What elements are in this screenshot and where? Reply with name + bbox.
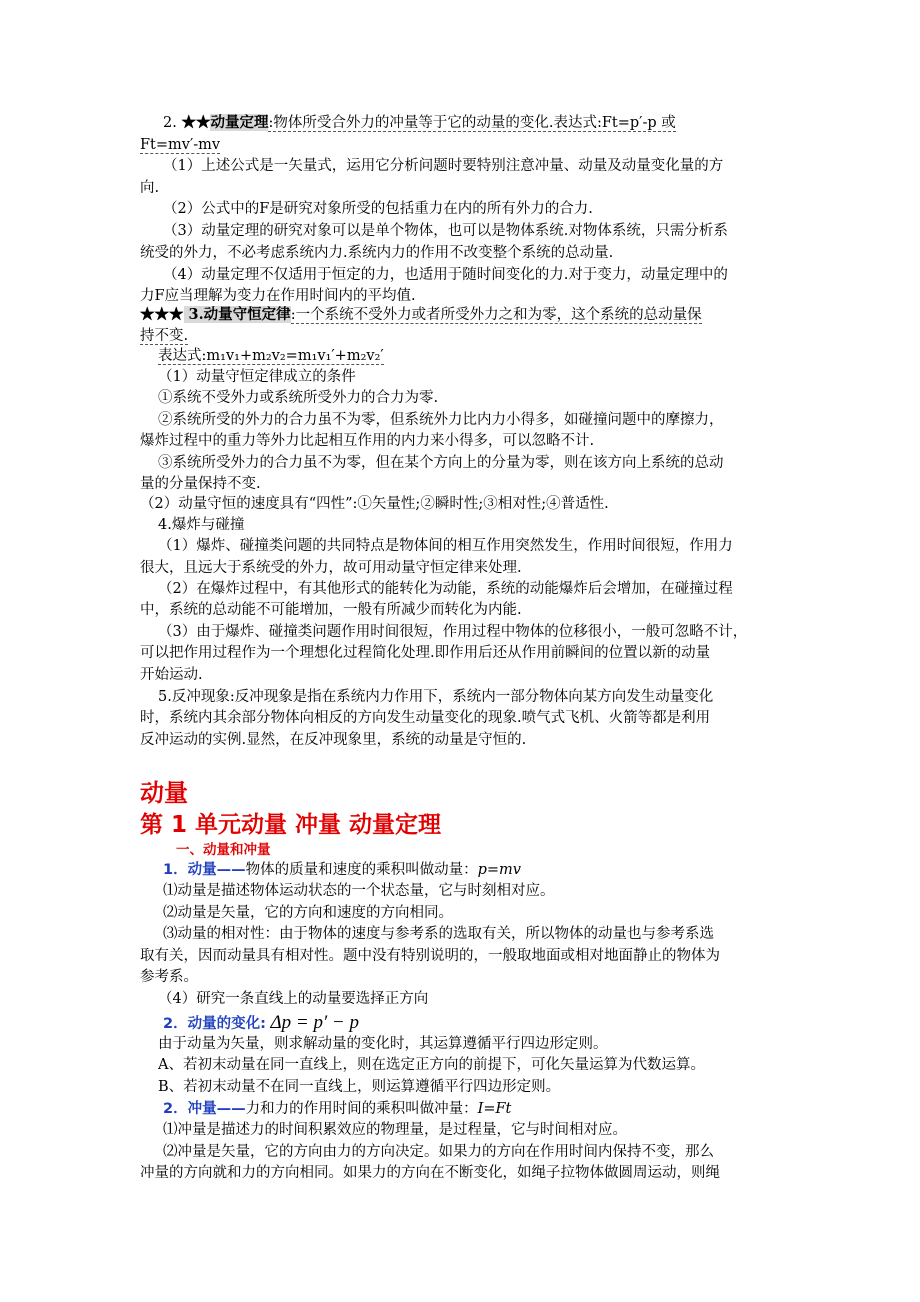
momentum-item: ⑵动量是矢量，它的方向和速度的方向相同。 — [163, 905, 453, 921]
momentum-item: 参考系。 — [140, 969, 198, 985]
momentum-change-label: 2．动量的变化: — [163, 1016, 266, 1032]
section3-definition-end: 持不变. — [140, 328, 189, 344]
section2-item: （2）公式中的F是研究对象所受的包括重力在内的所有外力的合力. — [163, 201, 593, 217]
section3-item: （2）动量守恒的速度具有“四性”:①矢量性;②瞬时性;③相对性;④普适性. — [140, 496, 609, 512]
section2-definition: :物体所受合外力的冲量等于它的动量的变化.表达式:Ft=p′-p 或 — [268, 115, 676, 131]
section4-item: （2）在爆炸过程中，有其他形式的能转化为动能，系统的动能爆炸后会增加，在碰撞过程 — [158, 581, 733, 597]
section5-item: 时，系统内其余部分物体向相反的方向发生动量变化的现象.喷气式飞机、火箭等都是利用 — [140, 710, 711, 726]
momentum-text: 物体的质量和速度的乘积叫做动量： — [245, 862, 478, 878]
momentum-item: （4）研究一条直线上的动量要选择正方向 — [158, 991, 429, 1007]
star-rating: ★★★ — [140, 306, 184, 323]
section3-item: ①系统不受外力或系统所受外力的合力为零. — [158, 390, 439, 406]
momentum-change-item: A、若初末动量在同一直线上，则在选定正方向的前提下，可化矢量运算为代数运算。 — [158, 1057, 705, 1073]
section2-item: （4）动量定理不仅适用于恒定的力，也适用于随时间变化的力.对于变力，动量定理中的 — [163, 267, 728, 283]
section3-item: ②系统所受的外力的合力虽不为零，但系统外力比内力小得多，如碰撞问题中的摩擦力， — [158, 412, 724, 428]
section2-formula: Ft=mv′-mv — [140, 137, 221, 153]
impulse-item: 冲量的方向就和力的方向相同。如果力的方向在不断变化，如绳子拉物体做圆周运动，则绳 — [140, 1165, 720, 1181]
section4-item: 开始运动. — [140, 667, 203, 683]
section2-number: 2. — [163, 115, 182, 131]
unit-title: 第 1 单元动量 冲量 动量定理 — [140, 812, 442, 838]
section4-item: 很大，且远大于系统受的外力，故可用动量守恒定律来处理. — [140, 560, 522, 576]
section3-title: 3.动量守恒定律 — [183, 306, 291, 323]
section2-line1 — [163, 112, 813, 134]
section4-item: （1）爆炸、碰撞类问题的共同特点是物体间的相互作用突然发生，作用时间很短，作用力 — [158, 538, 733, 554]
impulse-label: 2．冲量—— — [163, 1101, 246, 1117]
momentum-label: 1．动量—— — [163, 862, 246, 878]
impulse-text: 力和力的作用时间的乘积叫做冲量： — [245, 1101, 478, 1117]
momentum-formula: p=mv — [477, 862, 521, 878]
momentum-change-item: B、若初末动量不在同一直线上，则运算遵循平行四边形定则。 — [158, 1079, 561, 1095]
section3-item: ③系统所受外力的合力虽不为零，但在某个方向上的分量为零，则在该方向上系统的总动 — [158, 455, 724, 471]
impulse-item: ⑴冲量是描述力的时间积累效应的物理量，是过程量，它与时间相对应。 — [163, 1122, 627, 1138]
section4-item: 中，系统的总动能不可能增加，一般有所减少而转化为内能. — [140, 602, 522, 618]
impulse-formula: I=Ft — [477, 1101, 512, 1117]
momentum-change-item: 由于动量为矢量，则求解动量的变化时，其运算遵循平行四边形定则。 — [158, 1036, 608, 1052]
section3-item: 爆炸过程中的重力等外力比起相互作用的内力来小得多，可以忽略不计. — [140, 433, 595, 449]
section3-line2 — [140, 325, 790, 347]
section4-item: 可以把作用过程作为一个理想化过程简化处理.即作用后还从作用前瞬间的位置以新的动量 — [140, 645, 711, 661]
momentum-item: ⑶动量的相对性：由于物体的速度与参考系的选取有关，所以物体的动量也与参考系选 — [163, 926, 714, 942]
section3-item: （1）动量守恒定律成立的条件 — [158, 369, 356, 385]
section4-heading: 4.爆炸与碰撞 — [158, 517, 245, 533]
star-rating: ★★ — [181, 114, 211, 131]
momentum-item: 取有关，因而动量具有相对性。题中没有特别说明的，一般取地面或相对地面静止的物体为 — [140, 948, 720, 964]
section3-item: 量的分量保持不变. — [140, 476, 261, 492]
chapter-title: 动量 — [140, 779, 188, 807]
section3-line1 — [140, 304, 790, 326]
momentum-change-formula: Δp = p′ − p — [270, 1012, 359, 1033]
section5-item: 5.反冲现象:反冲现象是指在系统内力作用下，系统内一部分物体向某方向发生动量变化 — [158, 689, 714, 705]
section4-item: （3）由于爆炸、碰撞类问题作用时间很短，作用过程中物体的位移很小，一般可忽略不计， — [158, 624, 748, 640]
section2-line2 — [140, 134, 790, 156]
section2-title: 动量定理 — [210, 114, 269, 131]
section3-formula: 表达式:m₁v₁+m₂v₂=m₁v₁′+m₂v₂′ — [158, 348, 384, 364]
section2-item: 向. — [140, 180, 160, 196]
section5-item: 反冲运动的实例.显然，在反冲现象里，系统的动量是守恒的. — [140, 732, 527, 748]
momentum-item: ⑴动量是描述物体运动状态的一个状态量，它与时刻相对应。 — [163, 883, 555, 899]
impulse-item: ⑵冲量是矢量，它的方向由力的方向决定。如果力的方向在作用时间内保持不变，那么 — [163, 1144, 714, 1160]
section2-item: （3）动量定理的研究对象可以是单个物体，也可以是物体系统.对物体系统，只需分析系 — [163, 223, 728, 239]
momentum-definition — [163, 859, 813, 881]
subheading: 一、动量和冲量 — [176, 842, 271, 858]
section2-item: 力F应当理解为变力在作用时间内的平均值. — [140, 288, 416, 304]
section3-definition: :一个系统不受外力或者所受外力之和为零，这个系统的总动量保 — [290, 307, 702, 323]
impulse-definition — [163, 1098, 813, 1120]
section2-item: （1）上述公式是一矢量式，运用它分析问题时要特别注意冲量、动量及动量变化量的方 — [163, 158, 724, 174]
section3-formula-line — [158, 345, 808, 367]
section2-item: 统受的外力，不必考虑系统内力.系统内力的作用不改变整个系统的总动量. — [140, 245, 614, 261]
